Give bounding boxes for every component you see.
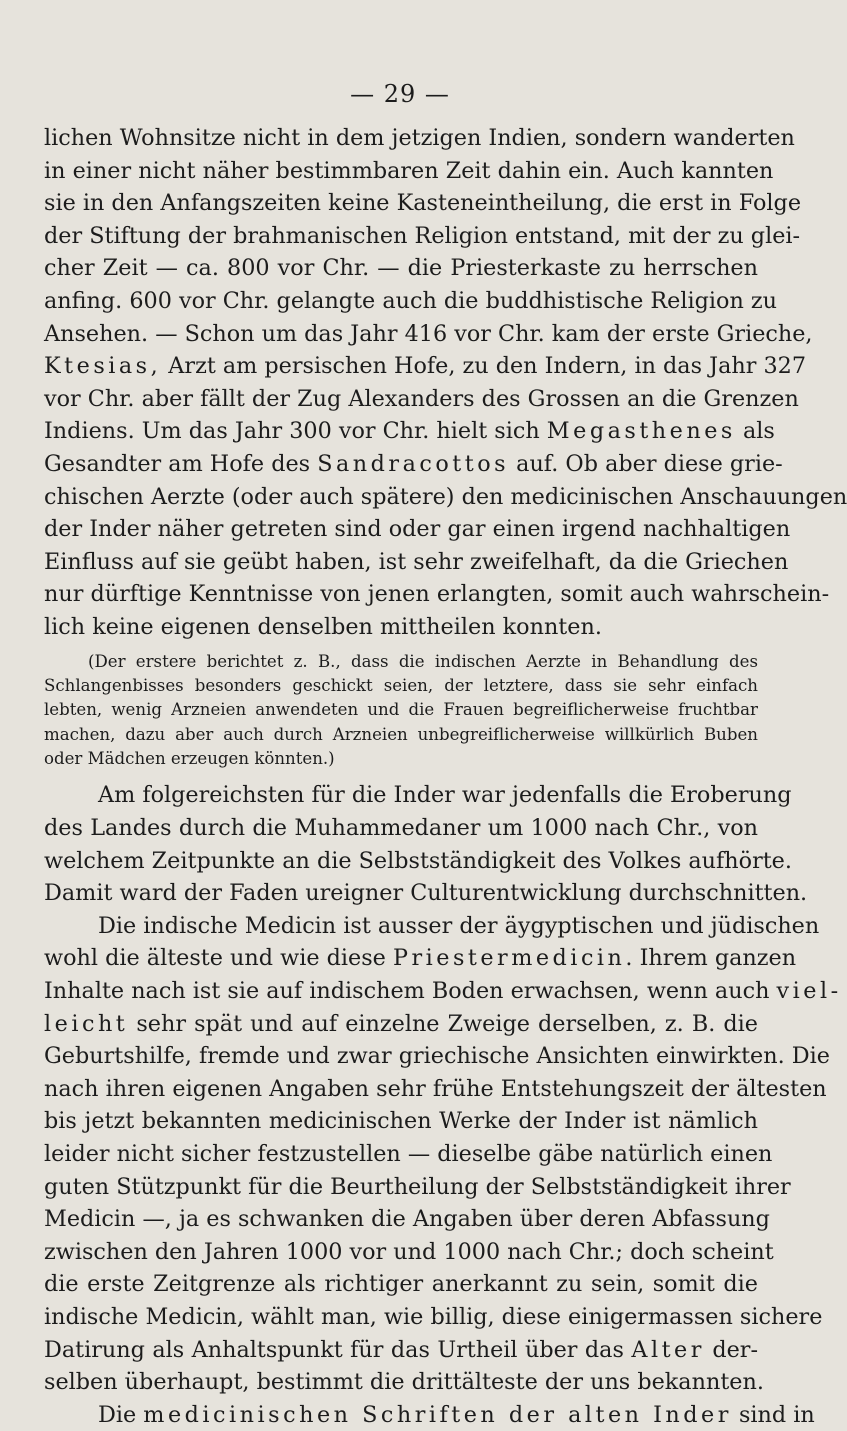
text-run: sind in: [731, 1401, 815, 1428]
text-line: [44, 350, 807, 383]
text-line: [44, 1171, 791, 1204]
text-line: oder Mädchen erzeugen könnten.): [44, 749, 335, 769]
text-run: bis jetzt bekannten medicinischen Werke der Inder ist nämlich: [44, 1108, 758, 1135]
text-run: . Ihrem ganzen: [625, 945, 797, 972]
text-line: [44, 1366, 764, 1399]
text-line: [44, 1399, 815, 1431]
text-run: als: [735, 418, 775, 445]
text-line: (Der erstere berichtet z. B., dass die indischen Aerzte in Behandlung des: [88, 651, 758, 671]
text-run: Medicin —, ja es schwanken die Angaben über deren Abfassung: [44, 1206, 770, 1233]
text-line: [44, 942, 797, 975]
text-line: [44, 1203, 770, 1236]
text-run: Die: [98, 1401, 144, 1428]
text-line: [44, 1073, 827, 1106]
text-line: [44, 383, 799, 416]
text-run: sehr spät und auf einzelne Zweige derselben, z. B. die: [128, 1010, 758, 1037]
text-line: [44, 513, 791, 546]
text-run: leider nicht sicher festzustellen — dieselbe gäbe natürlich einen: [44, 1140, 773, 1167]
text-run: Einfluss auf sie geübt haben, ist sehr zweifelhaft, da die Griechen: [44, 548, 789, 575]
text-line: lebten, wenig Arzneien anwendeten und die Frauen begreiflicherweise fruchtbar: [44, 700, 758, 720]
text-run: Inhalte nach ist sie auf indischem Boden erwachsen, wenn auch: [44, 978, 777, 1005]
text-run: nur dürftige Kenntnisse von jenen erlangten, somit auch wahrschein-: [44, 581, 830, 608]
spaced-emphasis: Alter: [631, 1336, 705, 1363]
text-run: chischen Aerzte (oder auch spätere) den medicinischen Anschauungen: [44, 483, 847, 510]
spaced-emphasis: leicht: [44, 1010, 129, 1037]
text-run: in einer nicht näher bestimmbaren Zeit dahin ein. Auch kannten: [44, 157, 774, 184]
spaced-emphasis: Ktesias,: [44, 353, 162, 380]
spaced-emphasis: Megasthenes: [546, 418, 736, 445]
text-line: [44, 220, 801, 253]
text-run: Ansehen. — Schon um das Jahr 416 vor Chr. kam der erste Grieche,: [44, 320, 813, 347]
text-line: [44, 1334, 758, 1367]
text-run: Datirung als Anhaltspunkt für das Urtheil über das: [44, 1336, 632, 1363]
text-run: guten Stützpunkt für die Beurtheilung der Selbstständigkeit ihrer: [44, 1173, 791, 1200]
text-line: [44, 1268, 758, 1301]
text-line: [44, 318, 813, 351]
text-line: [44, 975, 842, 1008]
text-run: auf. Ob aber diese grie-: [509, 450, 783, 477]
spaced-emphasis: medicinischen Schriften der alten Inder: [143, 1401, 732, 1428]
text-line: machen, dazu aber auch durch Arzneien unbegreiflicherweise willkürlich Buben: [44, 724, 758, 744]
text-run: lichen Wohnsitze nicht in dem jetzigen Indien, sondern wanderten: [44, 125, 795, 151]
text-line: [44, 611, 758, 644]
text-run: die erste Zeitgrenze als richtiger anerkannt zu sein, somit die: [44, 1271, 758, 1298]
text-line: [44, 1008, 758, 1041]
text-run: indische Medicin, wählt man, wie billig, diese einigermassen sichere: [44, 1303, 823, 1330]
text-run: lich keine eigenen denselben mittheilen konnten.: [44, 613, 602, 640]
text-run: Arzt am persischen Hofe, zu den Indern, in das Jahr 327: [161, 353, 807, 380]
paragraph-1: [44, 122, 847, 644]
text-line: [44, 155, 774, 188]
footnote: [44, 650, 758, 772]
text-line: [44, 1105, 758, 1138]
text-line: [44, 481, 847, 514]
text-line: [44, 578, 830, 611]
paragraph-2: [44, 779, 808, 909]
text-line: [44, 910, 820, 943]
body-text: [44, 122, 847, 1431]
text-line: des Landes durch die Muhammedaner um 1000 nach Chr., von: [44, 815, 758, 842]
text-line: [44, 546, 789, 579]
spaced-emphasis: Priestermedicin: [392, 945, 626, 972]
text-line: [44, 252, 758, 285]
text-line: [44, 1301, 823, 1334]
text-line: [44, 415, 775, 448]
text-line: [44, 285, 777, 318]
text-run: Geburtshilfe, fremde und zwar griechische Ansichten einwirkten. Die: [44, 1043, 830, 1070]
text-run: nach ihren eigenen Angaben sehr frühe Entstehungszeit der ältesten: [44, 1075, 827, 1102]
text-run: Indiens. Um das Jahr 300 vor Chr. hielt sich: [44, 418, 547, 445]
text-run: der-: [704, 1336, 758, 1363]
text-run: der Inder näher getreten sind oder gar einen irgend nachhaltigen: [44, 516, 791, 543]
text-run: der Stiftung der brahmanischen Religion entstand, mit der zu glei-: [44, 222, 801, 249]
text-line: [44, 1138, 773, 1171]
text-line: [44, 122, 795, 155]
paragraph-3: [44, 910, 842, 1399]
text-line: [44, 187, 802, 220]
text-run: wohl die älteste und wie diese: [44, 945, 393, 972]
text-run: anfing. 600 vor Chr. gelangte auch die buddhistische Religion zu: [44, 287, 777, 314]
text-line: Am folgereichsten für die Inder war jedenfalls die Eroberung: [98, 782, 792, 809]
text-run: Gesandter am Hofe des: [44, 450, 318, 477]
spaced-emphasis: Sandracottos: [317, 450, 510, 477]
paragraph-4: [44, 1399, 815, 1431]
page-header: — 29 —: [350, 80, 450, 108]
text-run: selben überhaupt, bestimmt die drittälteste der uns bekannten.: [44, 1369, 764, 1396]
text-run: Die indische Medicin ist ausser der äygyptischen und jüdischen: [98, 912, 820, 939]
text-line: Schlangenbisses besonders geschickt seien, der letztere, dass sie sehr einfach: [44, 675, 758, 695]
text-line: [44, 448, 783, 481]
text-line: welchem Zeitpunkte an die Selbstständigkeit des Volkes aufhörte.: [44, 847, 792, 874]
text-run: zwischen den Jahren 1000 vor und 1000 nach Chr.; doch scheint: [44, 1238, 774, 1265]
text-line: Damit ward der Faden ureigner Culturentwicklung durchschnitten.: [44, 880, 808, 907]
text-line: [44, 1236, 774, 1269]
text-line: [44, 1040, 830, 1073]
text-run: sie in den Anfangszeiten keine Kasteneintheilung, die erst in Folge: [44, 190, 802, 217]
spaced-emphasis: viel-: [776, 978, 842, 1005]
text-run: vor Chr. aber fällt der Zug Alexanders des Grossen an die Grenzen: [44, 385, 799, 412]
text-run: cher Zeit — ca. 800 vor Chr. — die Priesterkaste zu herrschen: [44, 255, 758, 282]
